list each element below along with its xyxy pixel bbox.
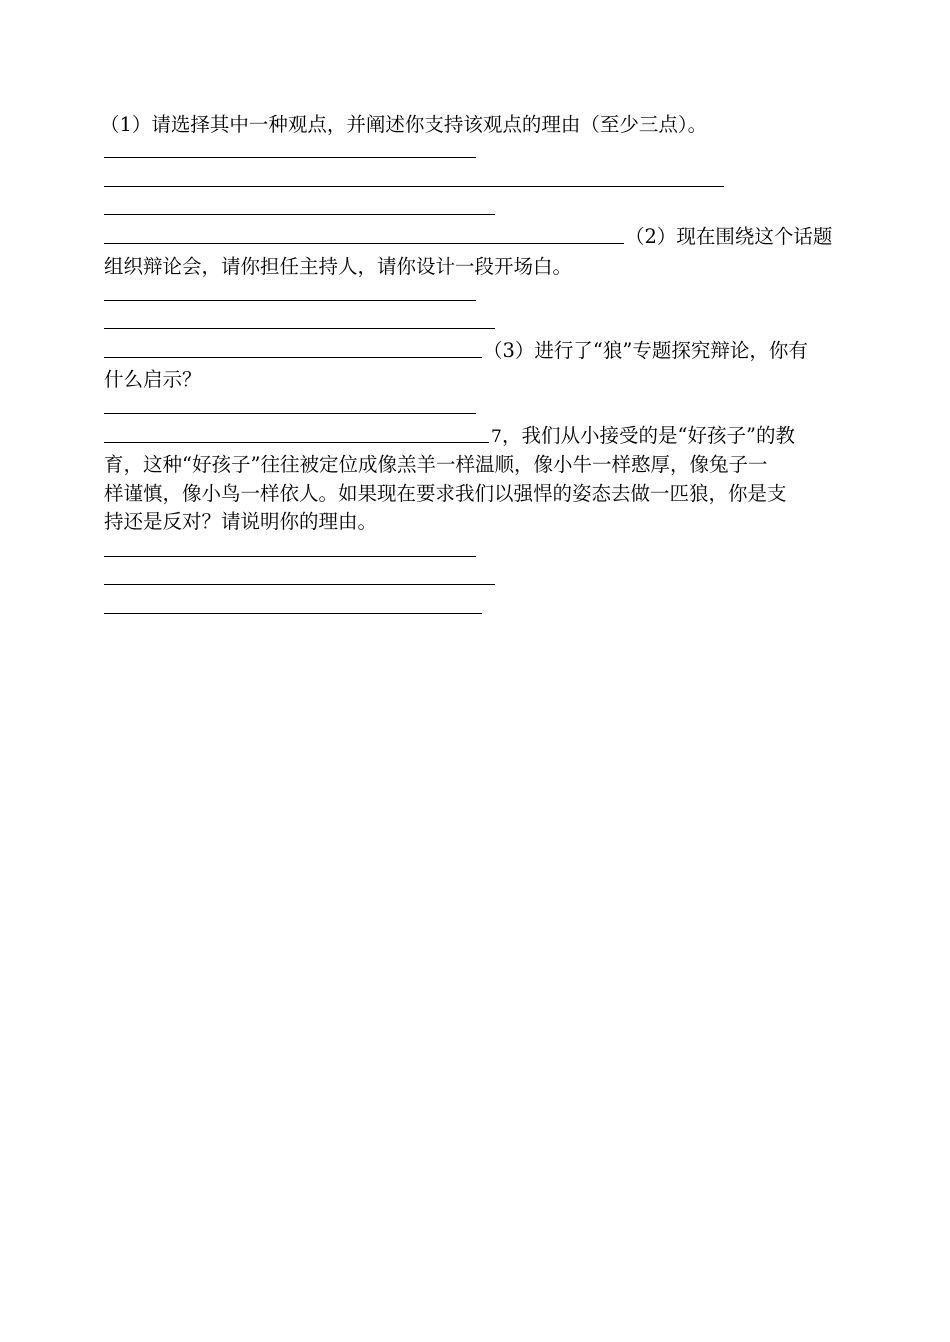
answer-line[interactable] [104, 357, 482, 358]
answer-line[interactable] [104, 243, 624, 244]
question-7-prompt-start: ，我们从小接受的是“好孩子”的教 [502, 424, 795, 447]
question-7-prompt-line-2: 育，这种“好孩子”往往被定位成像羔羊一样温顺，像小牛一样憨厚，像兔子一 [104, 453, 768, 476]
question-7-prompt-line-4: 持还是反对？请说明你的理由。 [104, 510, 378, 533]
answer-line[interactable] [104, 556, 476, 557]
question-2-prompt-continued: 组织辩论会，请你担任主持人，请你设计一段开场白。 [104, 255, 573, 278]
question-1-prompt: （1）请选择其中一种观点，并阐述你支持该观点的理由（至少三点）。 [100, 113, 708, 136]
answer-line[interactable] [104, 157, 476, 158]
question-7-number: 7 [491, 427, 502, 447]
answer-line[interactable] [104, 328, 495, 329]
answer-line[interactable] [104, 186, 724, 187]
question-3-prompt-continued: 什么启示？ [104, 368, 202, 391]
answer-line[interactable] [104, 442, 489, 443]
answer-line[interactable] [104, 214, 495, 215]
answer-line[interactable] [104, 613, 482, 614]
answer-line[interactable] [104, 584, 495, 585]
question-7-prompt-line-3: 样谨慎，像小鸟一样依人。如果现在要求我们以强悍的姿态去做一匹狼，你是支 [104, 482, 787, 505]
question-2-prompt-start: （2）现在围绕这个话题 [625, 225, 833, 248]
answer-line[interactable] [104, 413, 476, 414]
answer-line[interactable] [104, 300, 476, 301]
question-3-prompt-start: （3）进行了“狼”专题探究辩论，你有 [483, 339, 808, 362]
